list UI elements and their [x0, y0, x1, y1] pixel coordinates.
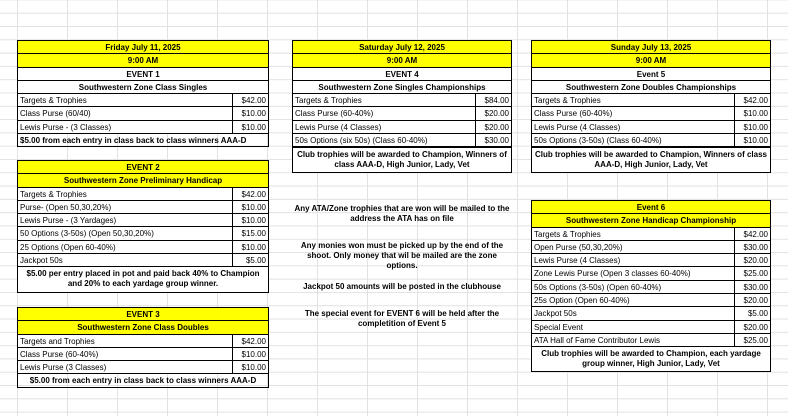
event6-item: Zone Lewis Purse (Open 3 classes 60-40%) $25.00	[532, 267, 770, 280]
friday-time: 9:00 AM	[18, 54, 268, 67]
saturday-event4-table	[292, 40, 512, 147]
event4-item: 50s Options (six 50s) (Class 60-40%) $30.00	[293, 134, 511, 147]
notice-monies: Any monies won must be picked up by the end of the shoot. Only money that wil be mailed are the zone options.	[300, 241, 504, 270]
event1-item: Class Purse (60/40) $10.00	[18, 107, 268, 120]
sunday-event6-table	[531, 200, 771, 347]
event6-item: Targets & Trophies $42.00	[532, 228, 770, 241]
event1-name: Southwestern Zone Class Singles	[18, 81, 268, 94]
sunday-time: 9:00 AM	[532, 54, 770, 67]
event2-item: 50 Options (3-50s) (Open 50,30,20%) $15.00	[18, 227, 268, 240]
event1-item: Lewis Purse - (3 Classes) $10.00	[18, 121, 268, 134]
friday-event3-table	[17, 307, 269, 388]
event6-item: 50s Options (3-50s) (Open 60-40%) $30.00	[532, 281, 770, 294]
event5-item: Class Purse (60-40%) $10.00	[532, 107, 770, 120]
event5-title: Event 5	[532, 68, 770, 81]
event2-note: $5.00 per entry placed in pot and paid back 40% to Champion and 20% to each yardage group winner.	[17, 266, 269, 293]
event4-item: Class Purse (60-40%) $20.00	[293, 107, 511, 120]
event3-item: Class Purse (60-40%) $10.00	[18, 348, 268, 361]
event4-name: Southwestern Zone Singles Championships	[293, 81, 511, 94]
event2-item: Lewis Purse - (3 Yardages) $10.00	[18, 214, 268, 227]
sunday-event5-table	[531, 40, 771, 147]
event4-item: Targets & Trophies $84.00	[293, 94, 511, 107]
friday-event2-table	[17, 160, 269, 267]
event3-item: Targets and Trophies $42.00	[18, 335, 268, 348]
event6-item: 25s Option (Open 60-40%) $20.00	[532, 294, 770, 307]
event6-item: ATA Hall of Fame Contributor Lewis $25.00	[532, 334, 770, 347]
notice-mail: Any ATA/Zone trophies that are won will be mailed to the address the ATA has on file	[294, 204, 510, 223]
event2-item: Jackpot 50s $5.00	[18, 254, 268, 267]
event1-title: EVENT 1	[18, 68, 268, 81]
event3-name: Southwestern Zone Class Doubles	[18, 321, 268, 334]
event2-title: EVENT 2	[18, 161, 268, 174]
event4-note: Club trophies will be awarded to Champion, Winners of class AAA-D, High Junior, Lady, Vet	[292, 147, 512, 173]
friday-event1-table	[17, 40, 269, 147]
event2-item: 25 Options (Open 60-40%) $10.00	[18, 241, 268, 254]
event2-item: Targets & Trophies $42.00	[18, 188, 268, 201]
event2-item: Purse- (Open 50,30,20%) $10.00	[18, 201, 268, 214]
event5-item: Lewis Purse (4 Classes) $10.00	[532, 121, 770, 134]
event1-item: Targets & Trophies $42.00	[18, 94, 268, 107]
event6-note: Club trophies will be awarded to Champion, each yardage group winner, High Junior, Lady, Vet	[531, 346, 771, 372]
event6-title: Event 6	[532, 201, 770, 214]
event6-item: Jackpot 50s $5.00	[532, 307, 770, 320]
event4-title: EVENT 4	[293, 68, 511, 81]
event5-item: 50s Options (3-50s) (Class 60-40%) $10.00	[532, 134, 770, 147]
notice-jackpot: Jackpot 50 amounts will be posted in the clubhouse	[303, 282, 501, 291]
saturday-time: 9:00 AM	[293, 54, 511, 67]
event4-item: Lewis Purse (4 Classes) $20.00	[293, 121, 511, 134]
event5-name: Southwestern Zone Doubles Championships	[532, 81, 770, 94]
sunday-date: Sunday July 13, 2025	[532, 41, 770, 54]
saturday-date: Saturday July 12, 2025	[293, 41, 511, 54]
event6-item: Open Purse (50,30,20%) $30.00	[532, 241, 770, 254]
event3-title: EVENT 3	[18, 308, 268, 321]
event3-note: $5.00 from each entry in class back to class winners AAA-D	[18, 374, 268, 387]
event6-item: Special Event $20.00	[532, 321, 770, 334]
event6-name: Southwestern Zone Handicap Championship	[532, 214, 770, 227]
event2-name: Southwestern Zone Preliminary Handicap	[18, 174, 268, 187]
event6-item: Lewis Purse (4 Classes) $20.00	[532, 254, 770, 267]
notice-event6: The special event for EVENT 6 will be held after the completition of Event 5	[304, 309, 500, 328]
event1-note: $5.00 from each entry in class back to class winners AAA-D	[18, 134, 268, 147]
event5-note: Club trophies will be awarded to Champion, Winners of class AAA-D, High Junior, Lady, Vet	[531, 147, 771, 173]
event3-item: Lewis Purse (3 Classes) $10.00	[18, 361, 268, 374]
event5-item: Targets & Trophies $42.00	[532, 94, 770, 107]
friday-date: Friday July 11, 2025	[18, 41, 268, 54]
